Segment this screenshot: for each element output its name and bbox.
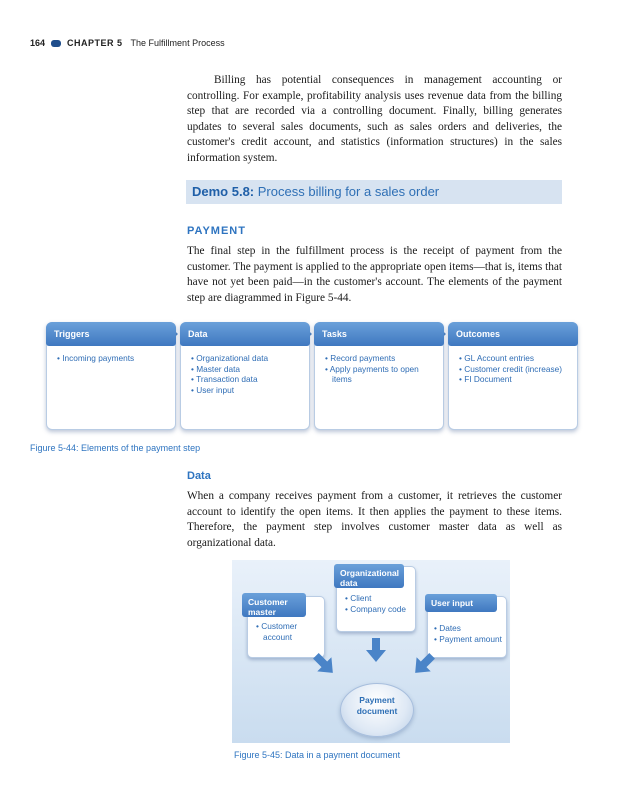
flow-box-outcomes (448, 322, 578, 430)
list-item: • Master data (191, 363, 241, 374)
list-item: • Incoming payments (57, 353, 135, 363)
list-item: • Apply payments to open items (325, 363, 419, 384)
demo-banner (186, 180, 562, 204)
page-number: 164 (30, 38, 46, 48)
list-item: • GL Account entries (459, 353, 535, 363)
list-item: • User input (191, 384, 235, 395)
section-heading: PAYMENT (187, 225, 246, 237)
list-item: • Dates (434, 623, 461, 633)
flow-box-title: Tasks (314, 322, 444, 346)
flow-box-title: Outcomes (448, 322, 578, 346)
data-subheading: Data (187, 470, 211, 482)
chapter-title: The Fulfillment Process (130, 38, 225, 48)
billing-paragraph: Billing has potential consequences in management accounting or controlling. For example, profitability analysis uses revenue data from the billing step that are recorded via a controlling document. Finally, billing generates updates to several sales documents, such as sales orders and deliveries, the customer's credit account, and statistics (information structures) in the sales information system. (187, 74, 562, 164)
flow-box-data (180, 322, 310, 430)
arrow-down-icon (366, 638, 386, 662)
list-item: • Organizational data (191, 353, 269, 363)
diagram-arrows (300, 630, 450, 686)
arrow-down-left-icon (408, 649, 439, 680)
running-header (30, 38, 225, 48)
demo-title: Process billing for a sales order (257, 184, 440, 199)
figure-5-45-caption: Figure 5-45: Data in a payment document (234, 750, 401, 760)
flow-box-list (325, 353, 439, 385)
organizational-data-box (336, 566, 416, 632)
demo-label: Demo 5.8: (192, 184, 255, 199)
arrow-down-right-icon (309, 649, 340, 680)
list-item: • Client (345, 593, 372, 603)
chapter-label: CHAPTER 5 (67, 38, 123, 48)
user-input-title: User input (425, 594, 497, 612)
payment-paragraph: The final step in the fulfillment process is the receipt of payment from the customer. The payment is applied to the appropriate open items—that is, items that have not yet been paid—in the customer's account. The elements of the payment step are diagrammed in Figure 5-44. (187, 245, 563, 304)
flow-box-list (57, 353, 171, 364)
figure-5-44-caption: Figure 5-44: Elements of the payment step (30, 443, 201, 453)
list-item: • Record payments (325, 353, 396, 363)
list-item: • Customer credit (increase) (459, 363, 562, 374)
payment-document-node (340, 683, 414, 737)
header-bullet-icon (51, 40, 61, 47)
list-item: • Customer account (256, 621, 298, 642)
list-item: • Company code (345, 603, 407, 614)
flow-box-title: Triggers (46, 322, 176, 346)
flow-box-list (191, 353, 305, 395)
flow-box-list (459, 353, 573, 385)
flow-box-triggers (46, 322, 176, 430)
list-item: • FI Document (459, 374, 512, 384)
payment-document-label: Payment document (356, 695, 398, 716)
organizational-data-title: Organizational data (334, 564, 404, 588)
list-item: • Transaction data (191, 374, 258, 384)
list-item: • Payment amount (434, 633, 502, 644)
organizational-data-list (345, 593, 406, 614)
flow-box-tasks (314, 322, 444, 430)
customer-master-title: Customer master (242, 593, 306, 617)
data-paragraph: When a company receives payment from a customer, it retrieves the customer account to identify the open items. It then applies the payment to these items. Therefore, the payment step involves customer master data as well as organizational data. (187, 490, 562, 549)
flow-box-title: Data (180, 322, 310, 346)
